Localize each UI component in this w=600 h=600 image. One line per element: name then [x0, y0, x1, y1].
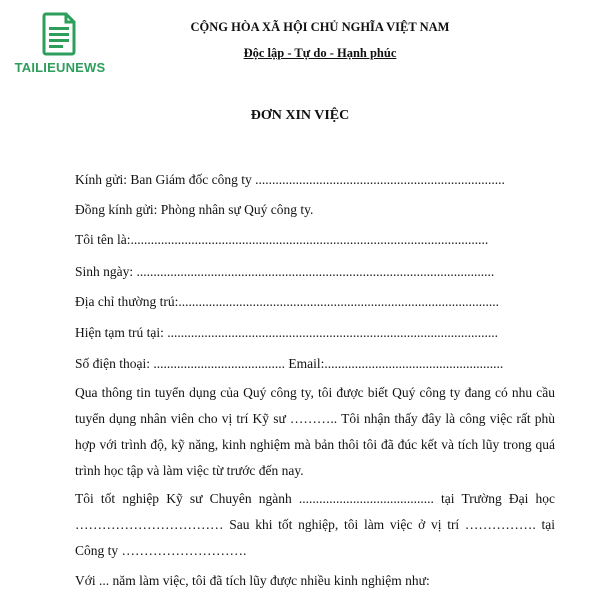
paragraph-experience: Với ... năm làm việc, tôi đã tích lũy được nhiều kinh nghiệm như:	[75, 573, 430, 588]
document-title: ĐƠN XIN VIỆC	[250, 108, 350, 123]
paragraph-intro: Qua thông tin tuyển dụng của Quý công ty, tôi được biết Quý công ty đang có nhu cầu tuyển dụng nhân viên cho vị trí Kỹ sư ……….. Tôi nhận thấy đây là công việc rất phù hợp với trình độ, kỹ năng, kinh nghiệm mà bản thôi tôi đã đúc kết và tích lũy trong quá trình học tập và làm việc từ trước đến nay.	[75, 385, 555, 478]
line-ten: Tôi tên là:..........................................................................................................	[75, 232, 489, 247]
line-kinh-gui: Kính gửi: Ban Giám đốc công ty ..........................................................................	[75, 172, 505, 187]
paragraph-education: Tôi tốt nghiệp Kỹ sư Chuyên ngành ........................................ tại Trường Đại học …………………………… Sau khi tốt nghiệp, tôi làm việc ở vị trí ……………. tại Công ty ……………………….	[75, 491, 555, 558]
line-dien-thoai: Số điện thoại: ....................................... Email:.....................................................	[75, 356, 504, 371]
line-tam-tru: Hiện tạm trú tại: ..................................................................................................	[75, 325, 498, 340]
brand-logo	[10, 12, 110, 75]
line-sinh-ngay: Sinh ngày: ..........................................................................................................	[75, 264, 495, 279]
brand-name: TAILIEUNEWS	[14, 60, 106, 75]
line-dia-chi: Địa chỉ thường trú:...............................................................................................	[75, 294, 499, 309]
document-icon	[40, 12, 80, 56]
national-motto: Độc lập - Tự do - Hạnh phúc	[243, 46, 397, 60]
line-dong-kinh-gui: Đồng kính gửi: Phòng nhân sự Quý công ty.	[75, 202, 314, 217]
national-header: CỘNG HÒA XÃ HỘI CHỦ NGHĨA VIỆT NAM	[190, 20, 450, 34]
